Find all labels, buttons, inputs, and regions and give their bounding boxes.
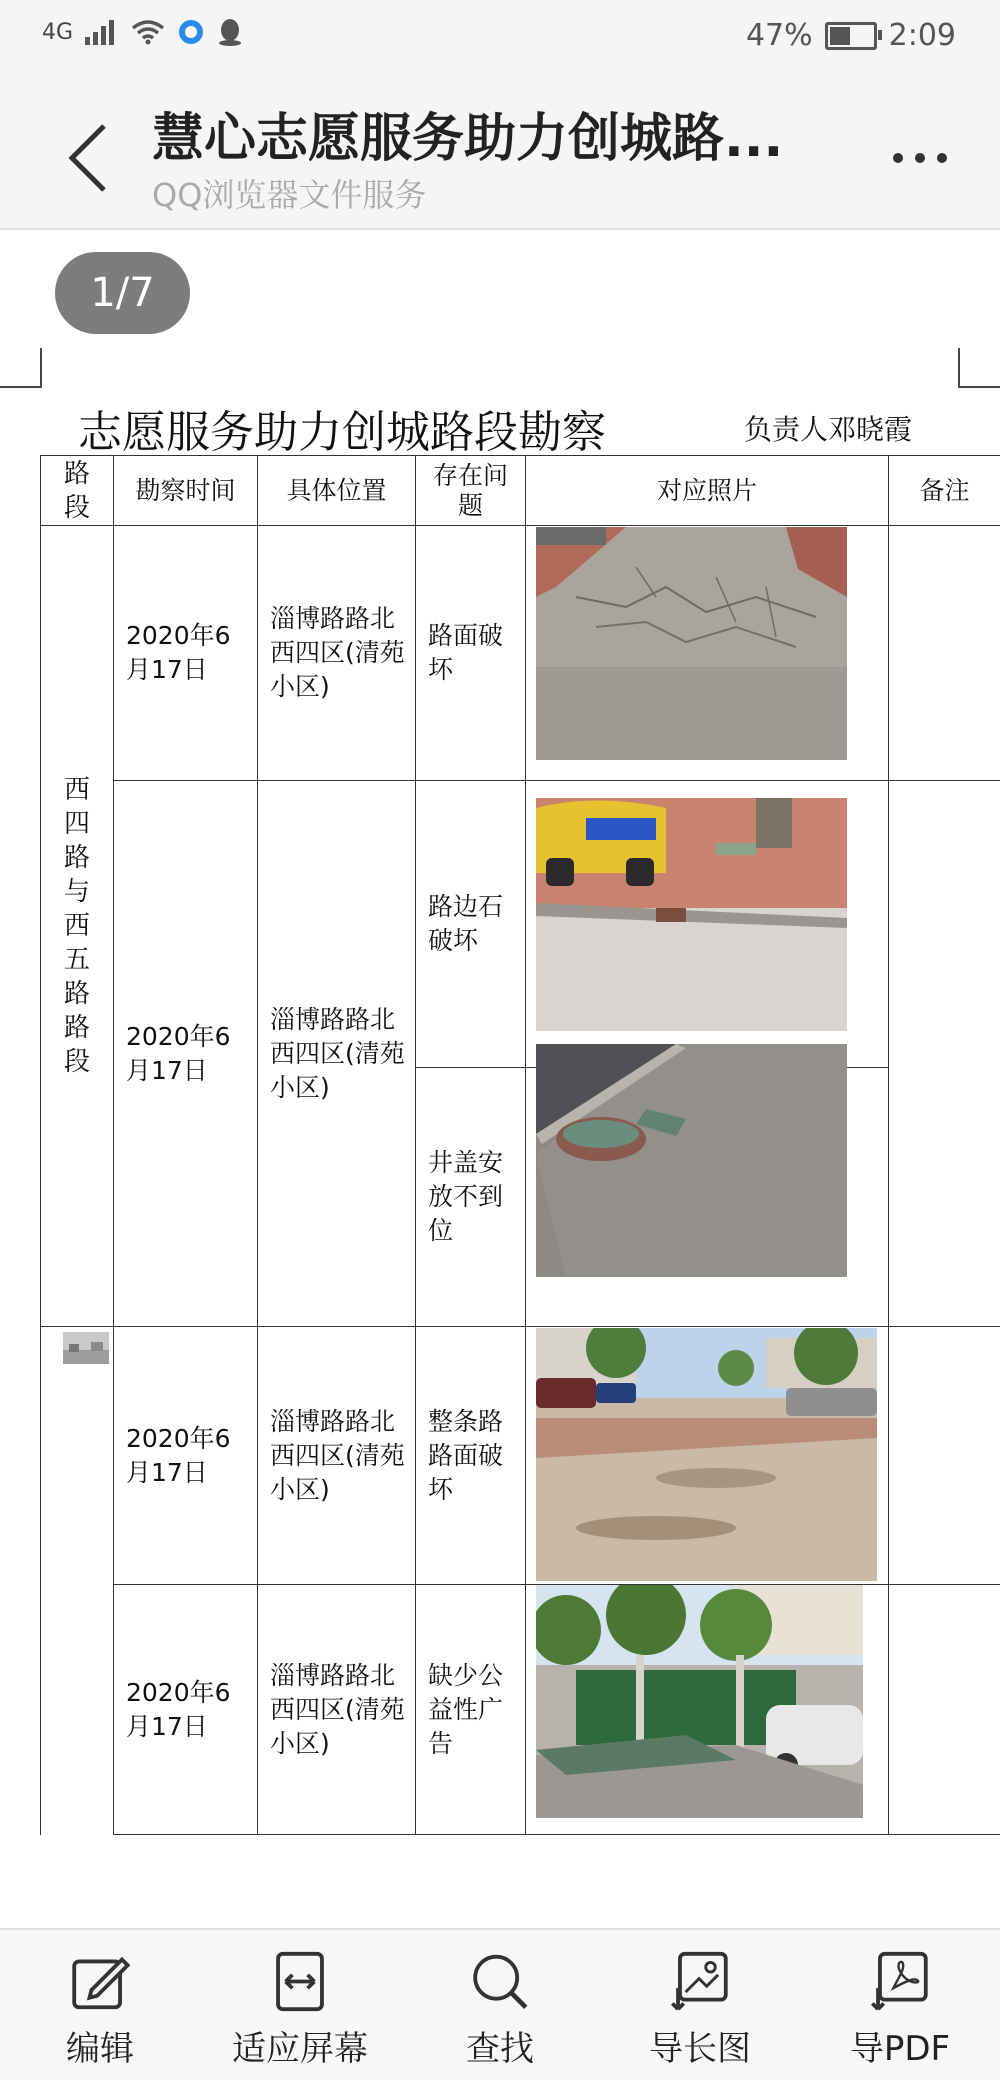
back-arrow-icon [60, 118, 120, 198]
location-cell: 淄博路路北西四区(清苑小区) [257, 1326, 415, 1584]
document-owner: 负责人邓晓霞 [744, 413, 913, 446]
wifi-icon [131, 19, 165, 45]
segment-cell [40, 525, 113, 1326]
document-viewer[interactable] [0, 230, 1000, 1930]
fit-screen-button[interactable] [210, 1950, 390, 2070]
signal-icon [85, 19, 119, 45]
browser-app-icon [177, 18, 205, 46]
battery-icon [825, 22, 877, 50]
issue-cell: 整条路路面破坏 [415, 1326, 525, 1584]
location-cell: 淄博路路北西四区(清苑小区) [257, 525, 415, 780]
date-cell: 2020年6月17日 [113, 525, 257, 780]
issue-cell: 路面破坏 [415, 525, 525, 780]
issue-cell: 缺少公益性广告 [415, 1584, 525, 1835]
photo-cracked-pavement [536, 527, 847, 760]
photo-damaged-road [536, 1328, 877, 1581]
page-corner-mark [0, 348, 42, 388]
remarks-cell [888, 525, 1000, 780]
photo-damaged-curb [536, 798, 847, 1031]
search-button[interactable] [410, 1950, 590, 2070]
app-header [0, 78, 1000, 230]
page-subtitle: QQ浏览器文件服务 [152, 176, 427, 214]
clock: 2:09 [888, 18, 956, 53]
header-segment: 路段 [40, 455, 113, 525]
search-icon [467, 1950, 533, 2013]
export-pdf-label: 导PDF [849, 2029, 951, 2069]
export-pdf-icon [867, 1950, 933, 2013]
photo-green-fence [536, 1585, 863, 1818]
export-image-icon [667, 1950, 733, 2013]
header-issue: 存在问题 [415, 455, 525, 525]
more-dot [893, 153, 903, 163]
battery-percent: 47% [745, 18, 813, 53]
status-right [746, 18, 956, 53]
remarks-cell [888, 1326, 1000, 1584]
export-pdf-button[interactable] [810, 1950, 990, 2070]
edit-button[interactable] [10, 1950, 190, 2070]
location-cell: 淄博路路北西四区(清苑小区) [257, 780, 415, 1326]
photo-manhole-cover [536, 1044, 847, 1277]
document-title: 志愿服务助力创城路段勘察 [78, 407, 606, 458]
back-button[interactable] [60, 118, 120, 198]
header-photo: 对应照片 [525, 455, 888, 525]
search-label: 查找 [466, 2029, 534, 2069]
fit-screen-label: 适应屏幕 [232, 2029, 368, 2069]
bottom-toolbar [0, 1928, 1000, 2080]
more-dot [937, 153, 947, 163]
location-cell: 淄博路路北西四区(清苑小区) [257, 1584, 415, 1835]
thumbnail-image [63, 1332, 109, 1364]
survey-table [40, 455, 1000, 1835]
date-cell: 2020年6月17日 [113, 1326, 257, 1584]
date-cell: 2020年6月17日 [113, 1584, 257, 1835]
segment-cell-empty [40, 1326, 113, 1835]
header-date: 勘察时间 [113, 455, 257, 525]
edit-icon [67, 1950, 133, 2013]
header-remarks: 备注 [888, 455, 1000, 525]
edit-label: 编辑 [66, 2029, 134, 2069]
network-type: 4G [42, 19, 74, 45]
page-title: 慧心志愿服务助力创城路... [152, 109, 784, 169]
date-cell: 2020年6月17日 [113, 780, 257, 1326]
segment-label: 西四路与西五路路段 [63, 775, 90, 1077]
fit-screen-icon [267, 1950, 333, 2013]
page-indicator: 1/7 [55, 252, 190, 334]
page-corner-mark [958, 348, 1000, 388]
remarks-cell [888, 780, 1000, 1326]
status-bar [0, 0, 1000, 78]
remarks-cell [888, 1584, 1000, 1835]
issue-cell: 路边石破坏 [415, 780, 525, 1067]
export-image-button[interactable] [610, 1950, 790, 2070]
status-icons [42, 18, 243, 46]
issue-cell: 井盖安放不到位 [415, 1067, 525, 1326]
qq-penguin-icon [217, 18, 243, 46]
more-options-button[interactable] [880, 138, 960, 178]
header-location: 具体位置 [257, 455, 415, 525]
export-image-label: 导长图 [649, 2029, 751, 2069]
more-dot [915, 153, 925, 163]
